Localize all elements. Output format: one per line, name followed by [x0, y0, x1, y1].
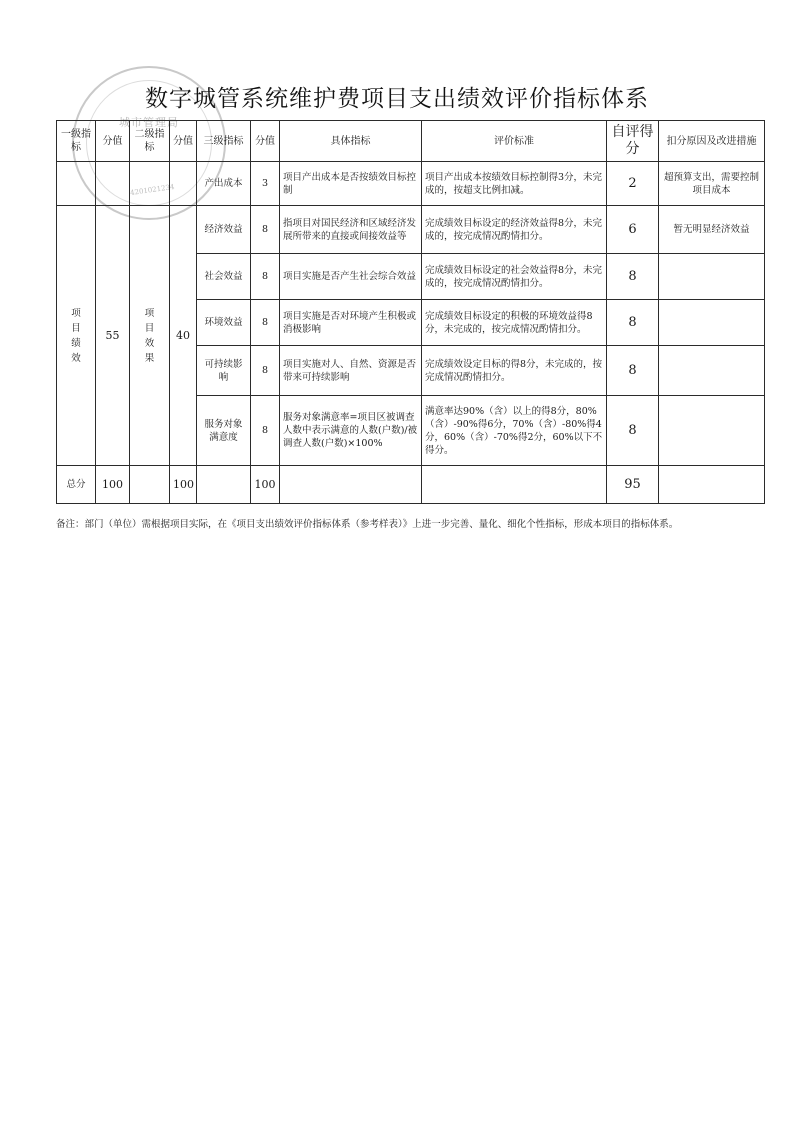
specific-indicator: 项目实施是否对环境产生积极或消极影响 — [280, 300, 422, 346]
specific-indicator: 项目产出成本是否按绩效目标控制 — [280, 162, 422, 206]
header-specific-indicator: 具体指标 — [280, 121, 422, 162]
level2-indicator-project-effect — [130, 206, 170, 466]
table-row — [57, 206, 765, 254]
level3-indicator-value: 8 — [251, 346, 280, 396]
empty-cell — [96, 162, 130, 206]
header-level2-indicator: 二级指标 — [130, 121, 170, 162]
header-row — [57, 121, 765, 162]
level3-indicator-value: 8 — [251, 396, 280, 466]
level3-indicator-value: 3 — [251, 162, 280, 206]
header-deduction-reason: 扣分原因及改进措施 — [659, 121, 765, 162]
level3-indicator-name: 环境效益 — [197, 300, 251, 346]
total-level3-value: 100 — [251, 466, 280, 504]
empty-cell — [130, 162, 170, 206]
evaluation-standard: 完成绩效目标设定的经济效益得8分，未完成的，按完成情况酌情扣分。 — [422, 206, 607, 254]
level3-indicator-name: 经济效益 — [197, 206, 251, 254]
specific-indicator: 项目实施对人、自然、资源是否带来可持续影响 — [280, 346, 422, 396]
self-score: 6 — [607, 206, 659, 254]
level3-indicator-name: 服务对象满意度 — [197, 396, 251, 466]
seal-code: 4201021234 — [129, 182, 175, 198]
empty-cell — [280, 466, 422, 504]
deduction-reason — [659, 346, 765, 396]
deduction-reason: 超预算支出，需要控制项目成本 — [659, 162, 765, 206]
total-row — [57, 466, 765, 504]
deduction-reason: 暂无明显经济效益 — [659, 206, 765, 254]
level2-indicator-value: 40 — [170, 206, 197, 466]
deduction-reason — [659, 396, 765, 466]
level1-indicator-project-performance — [57, 206, 96, 466]
level3-indicator-value: 8 — [251, 300, 280, 346]
self-score: 8 — [607, 300, 659, 346]
total-self-score: 95 — [607, 466, 659, 504]
specific-indicator: 服务对象满意率=项目区被调查人数中表示满意的人数(户数)/被调查人数(户数)×100% — [280, 396, 422, 466]
total-level2-value: 100 — [170, 466, 197, 504]
deduction-reason — [659, 254, 765, 300]
page-title: 数字城管系统维护费项目支出绩效评价指标体系 — [145, 86, 649, 112]
header-level1-value: 分值 — [96, 121, 130, 162]
level3-indicator-name: 产出成本 — [197, 162, 251, 206]
deduction-reason — [659, 300, 765, 346]
level3-indicator-name: 社会效益 — [197, 254, 251, 300]
header-level3-value: 分值 — [251, 121, 280, 162]
level3-indicator-name: 可持续影响 — [197, 346, 251, 396]
table-row — [57, 162, 765, 206]
seal-text: 城市管理局 — [119, 116, 179, 129]
self-score: 8 — [607, 254, 659, 300]
evaluation-standard: 满意率达90%（含）以上的得8分，80%（含）-90%得6分，70%（含）-80%得4分，60%（含）-70%得2分，60%以下不得分。 — [422, 396, 607, 466]
header-self-score: 自评得分 — [607, 121, 659, 162]
header-level1-indicator: 一级指标 — [57, 121, 96, 162]
header-evaluation-standard: 评价标准 — [422, 121, 607, 162]
total-level1-value: 100 — [96, 466, 130, 504]
evaluation-standard: 完成绩效目标设定的积极的环境效益得8分，未完成的，按完成情况酌情扣分。 — [422, 300, 607, 346]
empty-cell — [170, 162, 197, 206]
evaluation-standard: 项目产出成本按绩效目标控制得3分，未完成的，按超支比例扣减。 — [422, 162, 607, 206]
empty-cell — [130, 466, 170, 504]
evaluation-standard: 完成绩效设定目标的得8分，未完成的，按完成情况酌情扣分。 — [422, 346, 607, 396]
self-score: 8 — [607, 396, 659, 466]
empty-cell — [57, 162, 96, 206]
empty-cell — [197, 466, 251, 504]
evaluation-standard: 完成绩效目标设定的社会效益得8分，未完成的，按完成情况酌情扣分。 — [422, 254, 607, 300]
footnote: 备注：部门（单位）需根据项目实际，在《项目支出绩效评价指标体系（参考样表）》上进一步完善、量化、细化个性指标，形成本项目的指标体系。 — [56, 519, 679, 530]
level3-indicator-value: 8 — [251, 206, 280, 254]
empty-cell — [659, 466, 765, 504]
self-score: 2 — [607, 162, 659, 206]
header-level3-indicator: 三级指标 — [197, 121, 251, 162]
level3-indicator-value: 8 — [251, 254, 280, 300]
level1-indicator-value: 55 — [96, 206, 130, 466]
header-level2-value: 分值 — [170, 121, 197, 162]
empty-cell — [422, 466, 607, 504]
specific-indicator: 指项目对国民经济和区域经济发展所带来的直接或间接效益等 — [280, 206, 422, 254]
level2-indicator-label: 项目效果 — [144, 307, 155, 364]
evaluation-table — [56, 120, 765, 504]
specific-indicator: 项目实施是否产生社会综合效益 — [280, 254, 422, 300]
self-score: 8 — [607, 346, 659, 396]
total-label: 总分 — [57, 466, 96, 504]
level1-indicator-label: 项目绩效 — [71, 307, 81, 364]
